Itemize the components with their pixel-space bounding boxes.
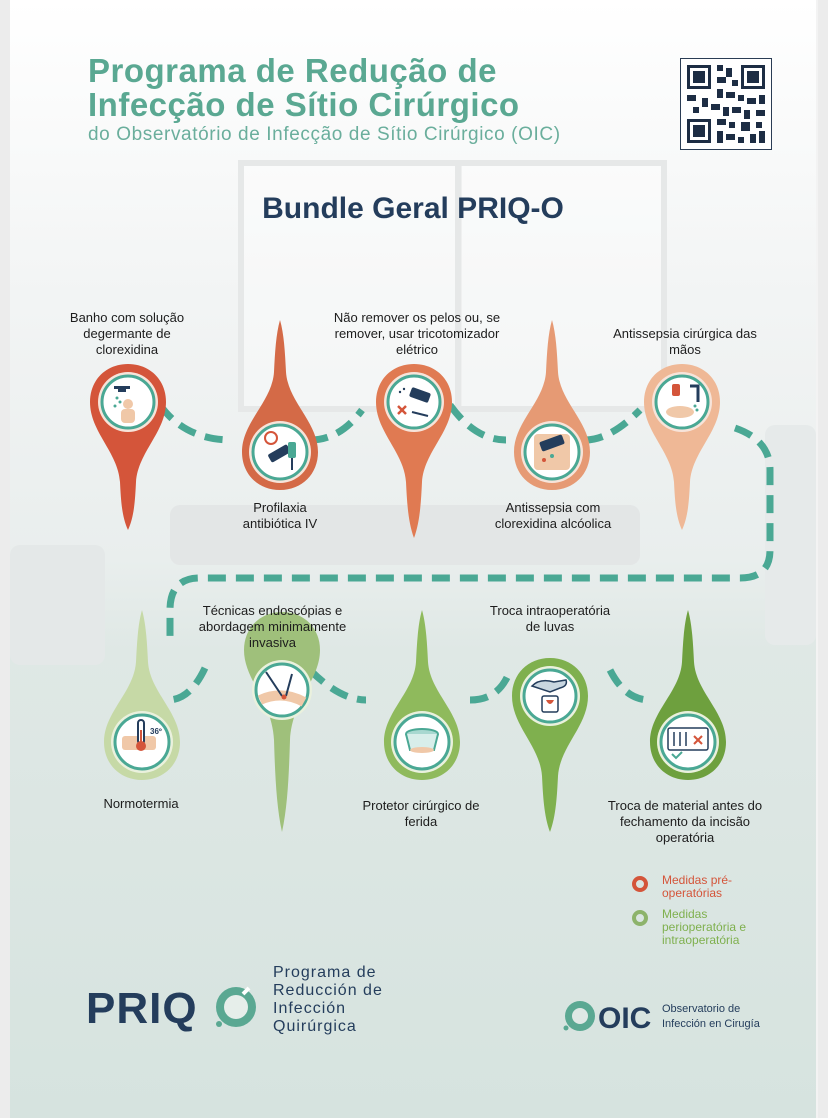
- legend-pre-text: Medidas pré-operatórias: [662, 873, 733, 900]
- right-margin: [818, 0, 828, 1118]
- antisepsis-icon: [534, 434, 570, 470]
- label-normothermia: Normotermia: [103, 796, 179, 811]
- pin-normothermia: [100, 604, 184, 784]
- process-path: [10, 0, 816, 1118]
- oic-observatory-text: Observatorio de Infección en Cirugía: [662, 1003, 760, 1030]
- legend-peri-text: Medidas perioperatória e intraoperatória: [662, 907, 747, 947]
- legend-pre-ring-icon: [632, 876, 648, 892]
- label-endoscopy: Técnicas endoscópias e abordagem minimamente invasiva: [198, 603, 347, 650]
- pin-instruments: [646, 604, 730, 784]
- pin-antibiotic: [238, 314, 322, 494]
- pin-gloves: [510, 656, 590, 836]
- label-instruments: Troca de material antes do fechamento da incisão operatória: [607, 798, 763, 845]
- priq-logo: PRIQ: [86, 984, 198, 1033]
- program-title-line2: Infecção de Sítio Cirúrgico: [88, 86, 520, 123]
- left-margin: [0, 0, 10, 1118]
- pin-trimmer: [374, 362, 454, 542]
- legend-peri-ring-icon: [632, 910, 648, 926]
- pin-chlorhexidine: [510, 314, 594, 494]
- program-title-line1: Programa de Redução de: [88, 52, 497, 89]
- bundle-title: Bundle Geral PRIQ-O: [262, 192, 564, 225]
- label-antibiotic: Profilaxia antibiótica IV: [242, 500, 318, 531]
- temperature-value: 36º: [150, 727, 162, 736]
- oic-logo: [560, 996, 654, 1036]
- label-trimmer: Não remover os pelos ou, se remover, usar tricotomizador elétrico: [333, 310, 501, 357]
- label-hand-antisepsis: Antissepsia cirúrgica das mãos: [613, 326, 757, 357]
- program-subtitle: do Observatório de Infecção de Sítio Cirúrgico (OIC): [88, 124, 561, 145]
- label-shower: Banho com solução degermante de clorexidina: [69, 310, 185, 357]
- oic-logo-text: OIC: [598, 1002, 652, 1035]
- pin-hand-antisepsis: [642, 362, 722, 532]
- label-gloves: Troca intraoperatória de luvas: [489, 603, 611, 634]
- label-wound-protector: Protetor cirúrgico de ferida: [362, 798, 480, 829]
- priq-o-logo-icon: [213, 984, 259, 1030]
- pin-shower: [88, 362, 168, 532]
- poster: [10, 0, 816, 1118]
- pin-wound-protector: [380, 604, 464, 784]
- label-chlorhexidine: Antissepsia com clorexidina alcóolica: [494, 500, 612, 531]
- priq-program-text: Programa de Reducción de Infección Quirúrgica: [273, 964, 383, 1035]
- wound-protector-icon: [406, 729, 438, 753]
